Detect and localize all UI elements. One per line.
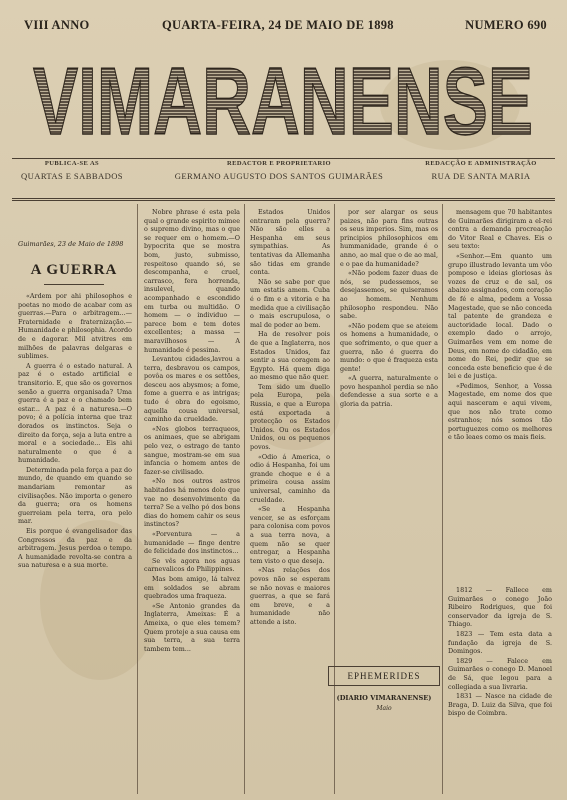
ephemerides-item: 1829 — Falece em Guimarães o conego D. Manoel de Sá, que legou para a collegiada a sua livraria. bbox=[448, 656, 552, 691]
subheader-value: QUARTAS E SABBADOS bbox=[21, 171, 123, 181]
subheader-value: RUA DE SANTA MARIA bbox=[431, 171, 531, 181]
article-paragraph: Eis porque é evangelisador das Congressos da paz e da arbitragem. Jesus perdoa o tempo. A humanidade revolta-se contra a sua naturesa e a sua morte. bbox=[18, 527, 132, 570]
article-paragraph: Tem sido um duello pela Europa, pela Russia, e que a Europa está exportada a protecção os Estados Unidos. Ou os Estados Unidos, ou os pequenos povos. bbox=[250, 382, 330, 452]
article-paragraph: Estados Unidos entraram pela guerra? Não são elles a Hespanha em seus sympathias. As tentativas da Allemanha são tidas em grande conta. bbox=[250, 208, 330, 277]
article-paragraph: «Nos globos terraqueos, os animaes, que se abrigam pelo vez, o estrago de tanto sangue, mostram-se em sua infancia o homem antes de fazer-se civilisado. bbox=[144, 424, 240, 476]
header-topline bbox=[12, 18, 555, 36]
masthead bbox=[28, 36, 538, 154]
ephemerides-list bbox=[448, 586, 552, 796]
article-column-2 bbox=[144, 208, 240, 796]
ephemerides-title: EPHEMERIDES bbox=[328, 666, 440, 686]
divider bbox=[12, 158, 555, 159]
masthead-title-text: VIMARANENSE bbox=[33, 48, 533, 154]
column-divider bbox=[137, 204, 138, 794]
article-paragraph: «Pedimos, Senhor, a Vossa Magestade, em nome dos que aqui nasceram e aqui vivem, que nos não trate como estranhos; nós somos tão portuguezes como os melhores e tão leaes como os mais fieis. bbox=[448, 381, 552, 442]
article-paragraph: Se vês agora nos aguas carnevalicos do Philippines. bbox=[144, 556, 240, 574]
ephemerides-subtitle: (DIARIO VIMARANENSE) bbox=[336, 694, 432, 702]
article-paragraph: por ser alargar os seus paizes, não para fins outras os seus imperios. Sim, mas os principios philosophicos em hummanidade, grande é o anno, ao mal que o de ao mal, e o pae da humanidade? bbox=[340, 208, 438, 268]
issue-date: QUARTA-FEIRA, 24 DE MAIO DE 1898 bbox=[162, 18, 394, 32]
address-info bbox=[407, 160, 555, 181]
column-divider bbox=[442, 204, 443, 794]
article-paragraph: «Senhor.—Em quanto um grupo illustrado levanta um vôo pomposo e ideias gloriosas às vozes de cruz e de sal, os abaixo assignados, com coração de fé e alma, pedem a Vossa Magestade, que se não conceda tal patente de grandeza e auctoridade local. Dado o exemplo dado o arrojo, Guimarães vem em nome de Deus, em nome do cidadão, em nome do Rei, pedir que se conceda este beneficio que é de lei e de justiça. bbox=[448, 251, 552, 381]
article-paragraph: «Se a Hespanha vencer, se as esforçam para colonisa com povos a sua terra nova, a quem não se quer entregar, a Hespanha tem visto o que deseja. bbox=[250, 505, 330, 565]
article-paragraph: «Não podem fazer duas de nós, se pudessemos, se desejassemos, se quiseramos ao homem. Nenhum philosopho respondeu. Não sabe. bbox=[340, 269, 438, 321]
subheader bbox=[12, 160, 555, 192]
ephemerides-item: 1823 — Tem esta data a fundação da igreja de S. Domingos. bbox=[448, 629, 552, 656]
article-column-5 bbox=[448, 208, 552, 580]
article-headline: A GUERRA bbox=[30, 262, 118, 278]
publication-days bbox=[12, 160, 132, 181]
article-paragraph: «Não podem que se ateiem os homens a humanidade, o que sofrimento, o que quer a guerra, não é guerra do mundo: o que é fraqueza esta gente! bbox=[340, 321, 438, 373]
article-paragraph: «Porventura — a humanidade — finge dentre de felicidade dos instinctos... bbox=[144, 529, 240, 556]
ephemerides-item: 1812 — Fallece em Guimarães o conego João Ribeiro Rodrigues, que foi conservador da igreja de S. Thiago. bbox=[448, 586, 552, 629]
article-paragraph: Determinada pela força a paz do mundo, de quando em quando se mandariam remontar as civilisações. Não importa o genero da guerra; ora os homens guerreiam pela terra, ora pelo mar. bbox=[18, 465, 132, 526]
article-paragraph: A guerra é o estado natural. A paz é o estado artificial e transitorio. E, que são os governos senão a guerra organisada? Uma guerra é a paz e o chamado bem estar... A paz é a naturesa.—O povo; é a polícia interna que traz dorados os instinctos. Seja o direito da força, seja a luta entre a moral e a sociedade... Eis ahi naturalmente o que é a humanidade. bbox=[18, 361, 132, 465]
article-paragraph: «Nas relações dos povos não se esperam se não novas e maiores guerras, a que se fará em breve, e a humanidade não attende a isto. bbox=[250, 566, 330, 626]
article-dateline: Guimarães, 23 de Maio de 1898 bbox=[18, 240, 124, 248]
subheader-value: GERMANO AUGUSTO DOS SANTOS GUIMARÃES bbox=[174, 171, 384, 181]
ephemerides-item: 1831 — Nasce na cidade de Braga, D. Luiz da Silva, que foi bispo de Coimbra. bbox=[448, 692, 552, 718]
article-paragraph: mensagem que 70 habitantes de Guimarães dirigiram a el-rei contra a demanda procreação do Vitor Real e Chaves. Eis o seu texto: bbox=[448, 208, 552, 251]
article-paragraph: Levantou cidades,lavrou a terra, desbravou os campos, povôa os mares e os settões, desceu aos abysmos; a fome, fome a guerra e as intrigas; tudo é obra do egoismo, aquella cousa universal, caminho da crueldade. bbox=[144, 355, 240, 424]
divider bbox=[12, 198, 555, 201]
edition-label: VIII ANNO bbox=[24, 18, 90, 32]
article-paragraph: Nobre phrase é esta pela qual o grande espirito mimee o supremo divino, mas o que se requer em o homem.—O bypocrita que se mostra bom, justo, submisso, respeitoso quando só, se descompanha, e cruel, carrasco, fera horrenda, insulevel, quando acompanhado e escondido em turba ou multidão. O homem — o individuo — parece bom e tem dotes excellentes; a massa — maravilhosos — A humanidade é pessima. bbox=[144, 208, 240, 354]
issue-number: NUMERO 690 bbox=[465, 18, 547, 32]
editor-info bbox=[154, 160, 404, 181]
article-column-4 bbox=[340, 208, 438, 660]
subheader-label: REDACÇÃO E ADMINISTRAÇÃO bbox=[425, 160, 537, 167]
article-paragraph: Não se sabe por que um estatis amem. Cuba é o fim e a vitoria e ha medida que a civilisação o mais escrupulosa, o mal de poder ao bem. bbox=[250, 277, 330, 329]
article-paragraph: «Odio á America, o odio á Hespanha, foi um grande choque e é a primeira cousa assim universal, caminho da crueldade. bbox=[250, 452, 330, 504]
masthead-title bbox=[28, 36, 538, 154]
article-paragraph: «Ardem por ahi philosophos e poetas no modo de acabar com as guerras.—Para o arbitragem...—Fraternidade e fraternização.—Humanidade e philosophia. Acordo de e dagorar. Mil atvitres em milhões de palavras delgaras e sublimes. bbox=[18, 292, 132, 361]
article-paragraph: «A guerra, naturalmente o povo hespanhol perdia se não defendesse a sua sorte e a gloria da patria. bbox=[340, 374, 438, 409]
article-paragraph: Ha de resolver pois de que a Inglaterra, nos Estados Unidos, faz sentir a sua coragem ao Egypto. Há quem diga ao mesmo que não quer. bbox=[250, 330, 330, 382]
article-paragraph: «No nos outros astros habitados há menos dolo que vae no desenvolvimento da terra? Se a velho pó dos bons dias do homem cahir os seus instinctos? bbox=[144, 477, 240, 529]
article-column-1 bbox=[18, 292, 132, 796]
article-paragraph: Mas bom amigo, lá talvez em soldados se abram quebrados uma fraqueza. bbox=[144, 574, 240, 601]
ephemerides-month: Maio bbox=[376, 705, 392, 712]
article-paragraph: «Se Antonio grandes da Inglaterra, Ameixas: É a Ameixa, o que eles temem? Quem proteje a sua causa em sua terra, a sua terra tambem tem... bbox=[144, 601, 240, 653]
subheader-label: REDACTOR E PROPRIETARIO bbox=[227, 160, 331, 167]
article-column-3 bbox=[250, 208, 330, 796]
column-divider bbox=[244, 204, 245, 794]
subheader-label: PUBLICA-SE AS bbox=[44, 160, 100, 167]
divider bbox=[44, 284, 104, 285]
